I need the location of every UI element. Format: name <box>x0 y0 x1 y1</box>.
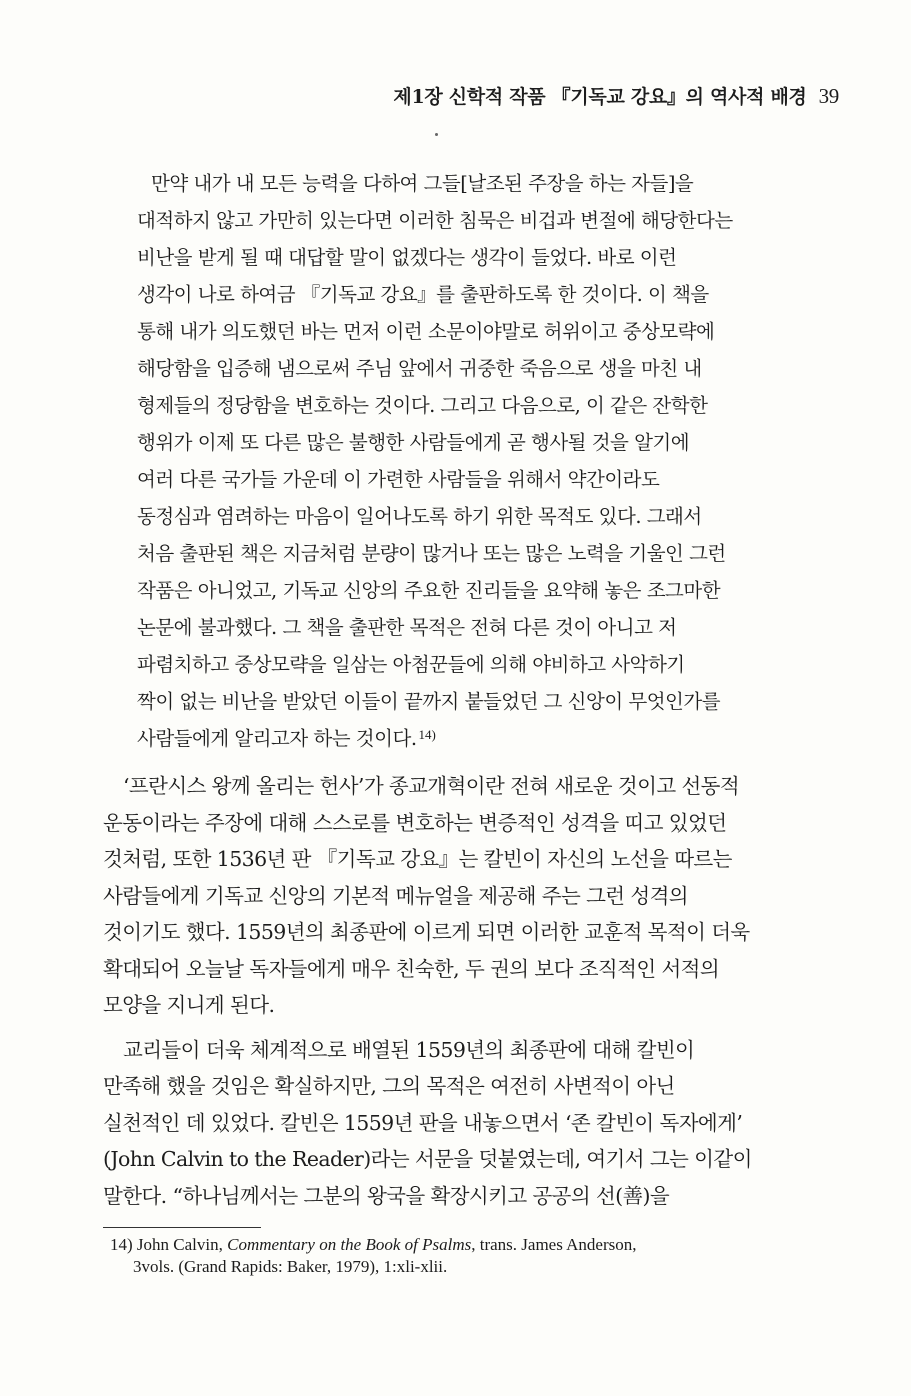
paragraph-line: 말한다. “하나님께서는 그분의 왕국을 확장시키고 공공의 선(善)을 <box>103 1183 670 1208</box>
footnote-line-2: 3vols. (Grand Rapids: Baker, 1979), 1:xli-xlii. <box>133 1257 448 1276</box>
page-number: 39 <box>818 84 839 108</box>
printing-speck <box>435 133 438 136</box>
paragraph-line: 것이기도 했다. 1559년의 최종판에 이르게 되면 이러한 교훈적 목적이 더욱 <box>103 920 750 944</box>
footnote-reference[interactable]: 14) <box>418 727 436 742</box>
footnote-marker: 14) <box>110 1235 133 1254</box>
paragraph-line: 것처럼, 또한 1536년 판 『기독교 강요』는 칼빈이 자신의 노선을 따르는 <box>103 847 732 871</box>
quote-line: 짝이 없는 비난을 받았던 이들이 끝까지 붙들었던 그 신앙이 무엇인가를 <box>137 690 721 713</box>
footnote-line-1 <box>110 1234 800 1256</box>
quote-line: 통해 내가 의도했던 바는 먼저 이런 소문이야말로 허위이고 중상모략에 <box>137 320 715 343</box>
paragraph-line: 모양을 지니게 된다. <box>103 993 275 1017</box>
quote-line: 동정심과 염려하는 마음이 일어나도록 하기 위한 목적도 있다. 그래서 <box>137 505 702 528</box>
quote-line: 작품은 아니었고, 기독교 신앙의 주요한 진리들을 요약해 놓은 조그마한 <box>137 579 721 602</box>
paragraph-line: 실천적인 데 있었다. 칼빈은 1559년 판을 내놓으면서 ‘존 칼빈이 독자에게’ <box>103 1110 743 1135</box>
footnote <box>110 1234 800 1278</box>
footnote-book-title: Commentary on the Book of Psalms <box>227 1235 472 1254</box>
paragraph-line: ‘프란시스 왕께 올리는 헌사’가 종교개혁이란 전혀 새로운 것이고 선동적 <box>123 774 740 798</box>
quote-line: 행위가 이제 또 다른 많은 불행한 사람들에게 곧 행사될 것을 알기에 <box>137 431 690 454</box>
quote-line: 비난을 받게 될 때 대답할 말이 없겠다는 생각이 들었다. 바로 이런 <box>137 246 677 269</box>
paragraph-line: 운동이라는 주장에 대해 스스로를 변호하는 변증적인 성격을 띠고 있었던 <box>103 810 727 835</box>
quote-line: 해당함을 입증해 냄으로써 주님 앞에서 귀중한 죽음으로 생을 마친 내 <box>137 357 702 380</box>
quote-line-last <box>137 720 777 757</box>
block-quote <box>137 165 777 757</box>
quote-line: 대적하지 않고 가만히 있는다면 이러한 침묵은 비겁과 변절에 해당한다는 <box>137 209 733 232</box>
footnote-translator: , trans. James Anderson, <box>471 1235 637 1254</box>
paragraph-line: 교리들이 더욱 체계적으로 배열된 1559년의 최종판에 대해 칼빈이 <box>123 1037 695 1062</box>
chapter-title: 제1장 신학적 작품 『기독교 강요』의 역사적 배경 <box>393 86 807 108</box>
footnote-divider <box>103 1227 261 1228</box>
quote-line: 만약 내가 내 모든 능력을 다하여 그들[날조된 주장을 하는 자들]을 <box>151 172 694 195</box>
running-head <box>393 82 839 109</box>
quote-line: 처음 출판된 책은 지금처럼 분량이 많거나 또는 많은 노력을 기울인 그런 <box>137 542 726 565</box>
footnote-author: John Calvin, <box>136 1235 223 1254</box>
quote-line-text: 사람들에게 알리고자 하는 것이다. <box>137 727 417 750</box>
paragraph-line: 확대되어 오늘날 독자들에게 매우 친숙한, 두 권의 보다 조직적인 서적의 <box>103 956 720 981</box>
quote-line: 생각이 나로 하여금 『기독교 강요』를 출판하도록 한 것이다. 이 책을 <box>137 283 709 306</box>
paragraph-line: 사람들에게 기독교 신앙의 기본적 메뉴얼을 제공해 주는 그런 성격의 <box>103 883 689 908</box>
quote-line: 논문에 불과했다. 그 책을 출판한 목적은 전혀 다른 것이 아니고 저 <box>137 616 677 639</box>
paragraph-line: (John Calvin to the Reader)라는 서문을 덧붙였는데, 여기서 그는 이같이 <box>103 1147 752 1171</box>
body-text <box>103 768 793 1214</box>
quote-line: 파렴치하고 중상모략을 일삼는 아첨꾼들에 의해 야비하고 사악하기 <box>137 653 685 676</box>
paragraph-gap <box>103 1024 793 1032</box>
paragraph-line: 만족해 했을 것임은 확실하지만, 그의 목적은 여전히 사변적이 아닌 <box>103 1074 675 1098</box>
quote-line: 여러 다른 국가들 가운데 이 가련한 사람들을 위해서 약간이라도 <box>137 468 660 491</box>
quote-line: 형제들의 정당함을 변호하는 것이다. 그리고 다음으로, 이 같은 잔학한 <box>137 394 708 417</box>
